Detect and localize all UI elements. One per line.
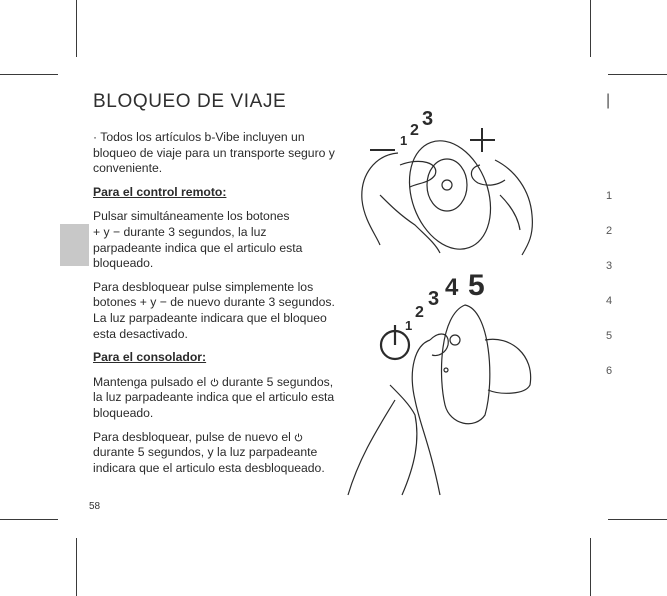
- remote-unlock-text: [93, 280, 338, 342]
- section-tab: [60, 224, 89, 266]
- count-plug-3: 3: [428, 288, 440, 310]
- remote-button-ring: [427, 159, 467, 211]
- crop-mark: [76, 538, 77, 596]
- crop-mark: [0, 74, 58, 75]
- power-icon: [210, 378, 219, 387]
- next-page-fragment: 5: [606, 330, 613, 342]
- lock-illustration: [340, 95, 540, 500]
- plug-heading: Para el consolador:: [93, 350, 207, 365]
- plug-unlock-a: Para desbloquear, pulse de nuevo el: [93, 429, 291, 444]
- remote-counter: [400, 108, 433, 148]
- crop-mark: [0, 519, 58, 520]
- next-page-fragment: 3: [606, 260, 613, 272]
- right-fingers: [500, 195, 520, 230]
- left-hand: [362, 153, 398, 245]
- remote-center-button: [442, 180, 452, 190]
- plug-light: [444, 368, 448, 372]
- page-number: 58: [89, 501, 101, 512]
- remote-unlock-a: Para desbloquear pulse simplemente los botones: [93, 279, 314, 310]
- remote-heading: Para el control remoto:: [93, 184, 227, 199]
- plug-lock-b: durante 5 segundos, la luz parpadeante indica que el articulo esta bloqueado.: [93, 374, 335, 420]
- plug-lock-text: [93, 375, 338, 422]
- plug-illustration: [348, 305, 531, 495]
- plug-unlock-text: [93, 430, 338, 477]
- plug-base: [442, 305, 490, 424]
- power-icon: [294, 433, 303, 442]
- crop-mark: [608, 519, 667, 520]
- remote-lock-b: + y − durante 3 segundos, la luz parpadeante indica que el articulo esta bloqueado.: [93, 224, 303, 271]
- remote-unlock-b: + y − de nuevo durante 3 segundos. La luz parpadeante indicara que el bloqueo esta desactivado.: [93, 295, 335, 341]
- crop-mark: [590, 0, 591, 57]
- plug-counter: [405, 269, 485, 333]
- next-page-fragment: 4: [606, 295, 613, 307]
- next-page-title-fragment: |: [606, 92, 611, 109]
- crop-mark: [76, 0, 77, 57]
- crop-mark: [590, 538, 591, 596]
- next-page-fragment: 6: [606, 365, 613, 377]
- count-remote-1: 1: [400, 133, 408, 148]
- plug-bulb: [485, 339, 531, 393]
- plug-hand: [412, 340, 440, 495]
- remote-lock-text: [93, 209, 338, 271]
- crop-mark: [608, 74, 667, 75]
- count-plug-1: 1: [405, 318, 413, 333]
- plug-button: [450, 335, 460, 345]
- count-remote-2: 2: [410, 122, 419, 139]
- count-remote-3: 3: [422, 108, 434, 130]
- intro-text: · Todos los artículos b-Vibe incluyen un bloqueo de viaje para un transporte seguro y conveniente.: [93, 130, 335, 176]
- count-plug-5: 5: [468, 269, 485, 302]
- next-page-fragment: 2: [606, 225, 613, 237]
- plug-wrist: [348, 400, 395, 495]
- left-thumb: [400, 161, 436, 187]
- count-plug-4: 4: [445, 274, 459, 301]
- plug-unlock-b: durante 5 segundos, y la luz parpadeante indicara que el articulo esta desbloqueado.: [93, 445, 325, 475]
- content-column: [93, 130, 338, 484]
- right-hand: [495, 160, 532, 255]
- right-thumb: [471, 165, 505, 185]
- count-plug-2: 2: [415, 304, 424, 321]
- page-title: BLOQUEO DE VIAJE: [93, 91, 287, 112]
- remote-body: [395, 129, 505, 260]
- plug-lock-a: Mantenga pulsado el: [93, 374, 207, 389]
- plug-thumb: [430, 334, 448, 356]
- next-page-fragment: 1: [606, 190, 613, 202]
- remote-illustration: [362, 128, 533, 261]
- remote-lock-a: Pulsar simultáneamente los botones: [93, 209, 290, 224]
- left-fingers: [380, 195, 440, 253]
